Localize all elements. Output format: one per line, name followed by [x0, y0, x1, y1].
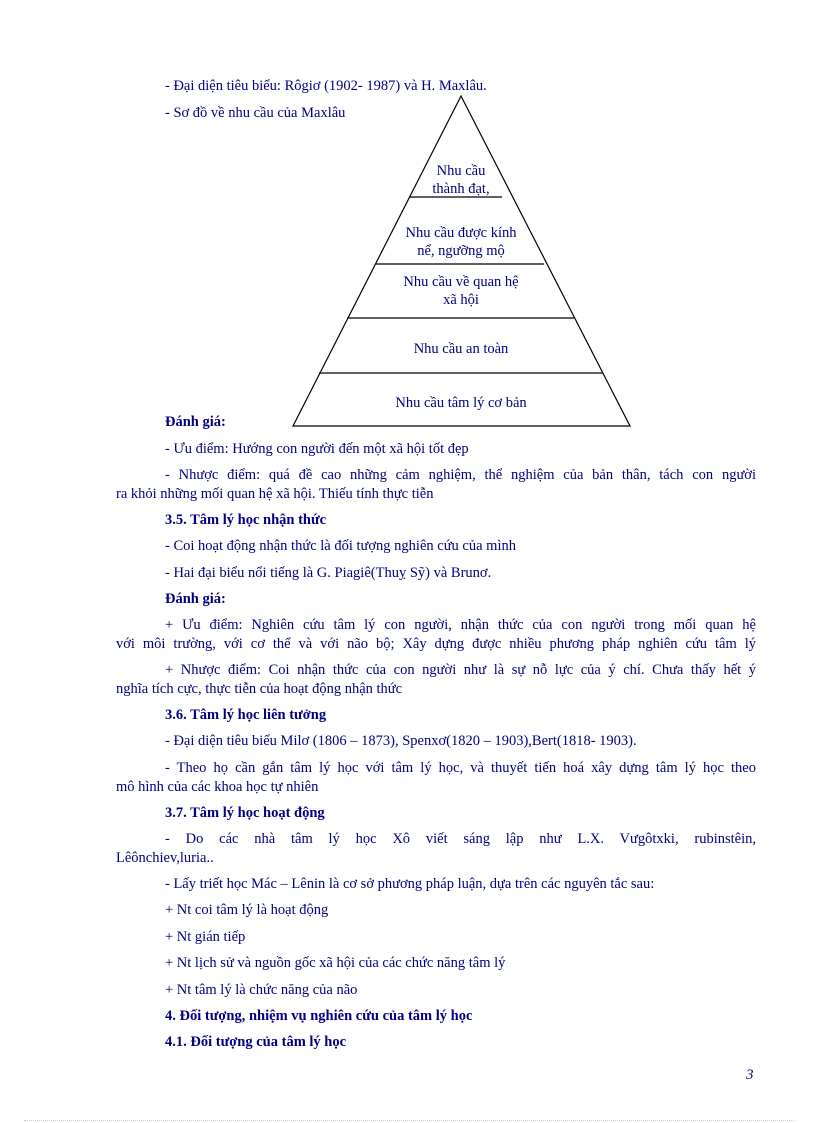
section-heading-4: 4. Đối tượng, nhiệm vụ nghiên cứu của tâm lý học	[165, 1008, 473, 1024]
evaluation-heading: Đánh giá:	[165, 591, 226, 607]
paragraph-line: - Lấy triết học Mác – Lênin là cơ sở phương pháp luận, dựa trên các nguyên tắc sau:	[165, 876, 655, 892]
level-text: Nhu cầu	[436, 163, 486, 179]
level-text: Nhu cầu về quan hệ	[403, 274, 519, 290]
evaluation-heading: Đánh giá:	[165, 414, 226, 430]
principle-item: + Nt gián tiếp	[165, 929, 246, 945]
pyramid-level-esteem	[381, 224, 541, 260]
paragraph-line: - Hai đại biểu nổi tiếng là G. Piagiê(Thuỵ Sỹ) và Brunơ.	[165, 565, 492, 581]
maslow-pyramid	[280, 95, 640, 440]
section-heading-3-6: 3.6. Tâm lý học liên tưởng	[165, 707, 327, 723]
disadvantage-line-cont: nghĩa tích cực, thực tiễn của hoạt động nhận thức	[116, 681, 403, 697]
representatives-line: - Đại diện tiêu biểu: Rôgiơ (1902- 1987) và H. Maxlâu.	[165, 78, 487, 94]
disadvantage-line-cont: ra khỏi những mối quan hệ xã hội. Thiếu tính thực tiễn	[116, 486, 434, 502]
paragraph-line: - Coi hoạt động nhận thức là đối tượng nghiên cứu của mình	[165, 538, 516, 554]
pyramid-level-safety: Nhu cầu an toàn	[413, 341, 509, 357]
paragraph-line: - Theo họ cần gắn tâm lý học với tâm lý học, và thuyết tiến hoá xây dựng tâm lý học theo	[165, 760, 756, 776]
pyramid-level-social	[381, 273, 541, 309]
section-heading-4-1: 4.1. Đối tượng của tâm lý học	[165, 1034, 347, 1050]
disadvantage-line: - Nhược điểm: quá đề cao những cảm nghiệm, thể nghiệm của bản thân, tách con người	[165, 467, 756, 483]
pyramid-level-achievement	[401, 162, 521, 198]
pyramid-outline	[280, 95, 640, 440]
advantage-line-cont: với môi trường, với cơ thể và với não bộ; Xây dựng được nhiều phương pháp nghiên cứu tâm lý	[116, 636, 756, 652]
principle-item: + Nt coi tâm lý là hoạt động	[165, 902, 329, 918]
paragraph-line-cont: Lêônchiev,luria..	[116, 850, 214, 866]
pyramid-level-basic: Nhu cầu tâm lý cơ bản	[395, 395, 527, 411]
level-text: Nhu cầu được kính	[405, 225, 517, 241]
disadvantage-line: + Nhược điểm: Coi nhận thức của con người như là sự nỗ lực của ý chí. Chưa thấy hết ý	[165, 662, 756, 678]
level-text: xã hội	[443, 292, 479, 308]
paragraph-line: - Do các nhà tâm lý học Xô viết sáng lập như L.X. Vưgôtxki, rubinstêin,	[165, 831, 756, 847]
diagram-caption: - Sơ đồ về nhu cầu của Maxlâu	[165, 105, 346, 121]
principle-item: + Nt tâm lý là chức năng của não	[165, 982, 358, 998]
principle-item: + Nt lịch sử và nguồn gốc xã hội của các chức năng tâm lý	[165, 955, 506, 971]
level-text: thành đạt,	[432, 181, 490, 197]
paragraph-line: - Đại diện tiêu biểu Milơ (1806 – 1873), Spenxơ(1820 – 1903),Bert(1818- 1903).	[165, 733, 637, 749]
level-text: nể, ngưỡng mộ	[417, 243, 505, 259]
paragraph-line-cont: mô hình của các khoa học tự nhiên	[116, 779, 319, 795]
section-heading-3-7: 3.7. Tâm lý học hoạt động	[165, 805, 325, 821]
footer-divider	[24, 1120, 794, 1121]
advantage-line: - Ưu điểm: Hướng con người đến một xã hội tốt đẹp	[165, 441, 469, 457]
section-heading-3-5: 3.5. Tâm lý học nhận thức	[165, 512, 327, 528]
advantage-line: + Ưu điểm: Nghiên cứu tâm lý con người, nhận thức của con người trong mối quan hệ	[165, 617, 756, 633]
page-number: 3	[746, 1067, 754, 1083]
